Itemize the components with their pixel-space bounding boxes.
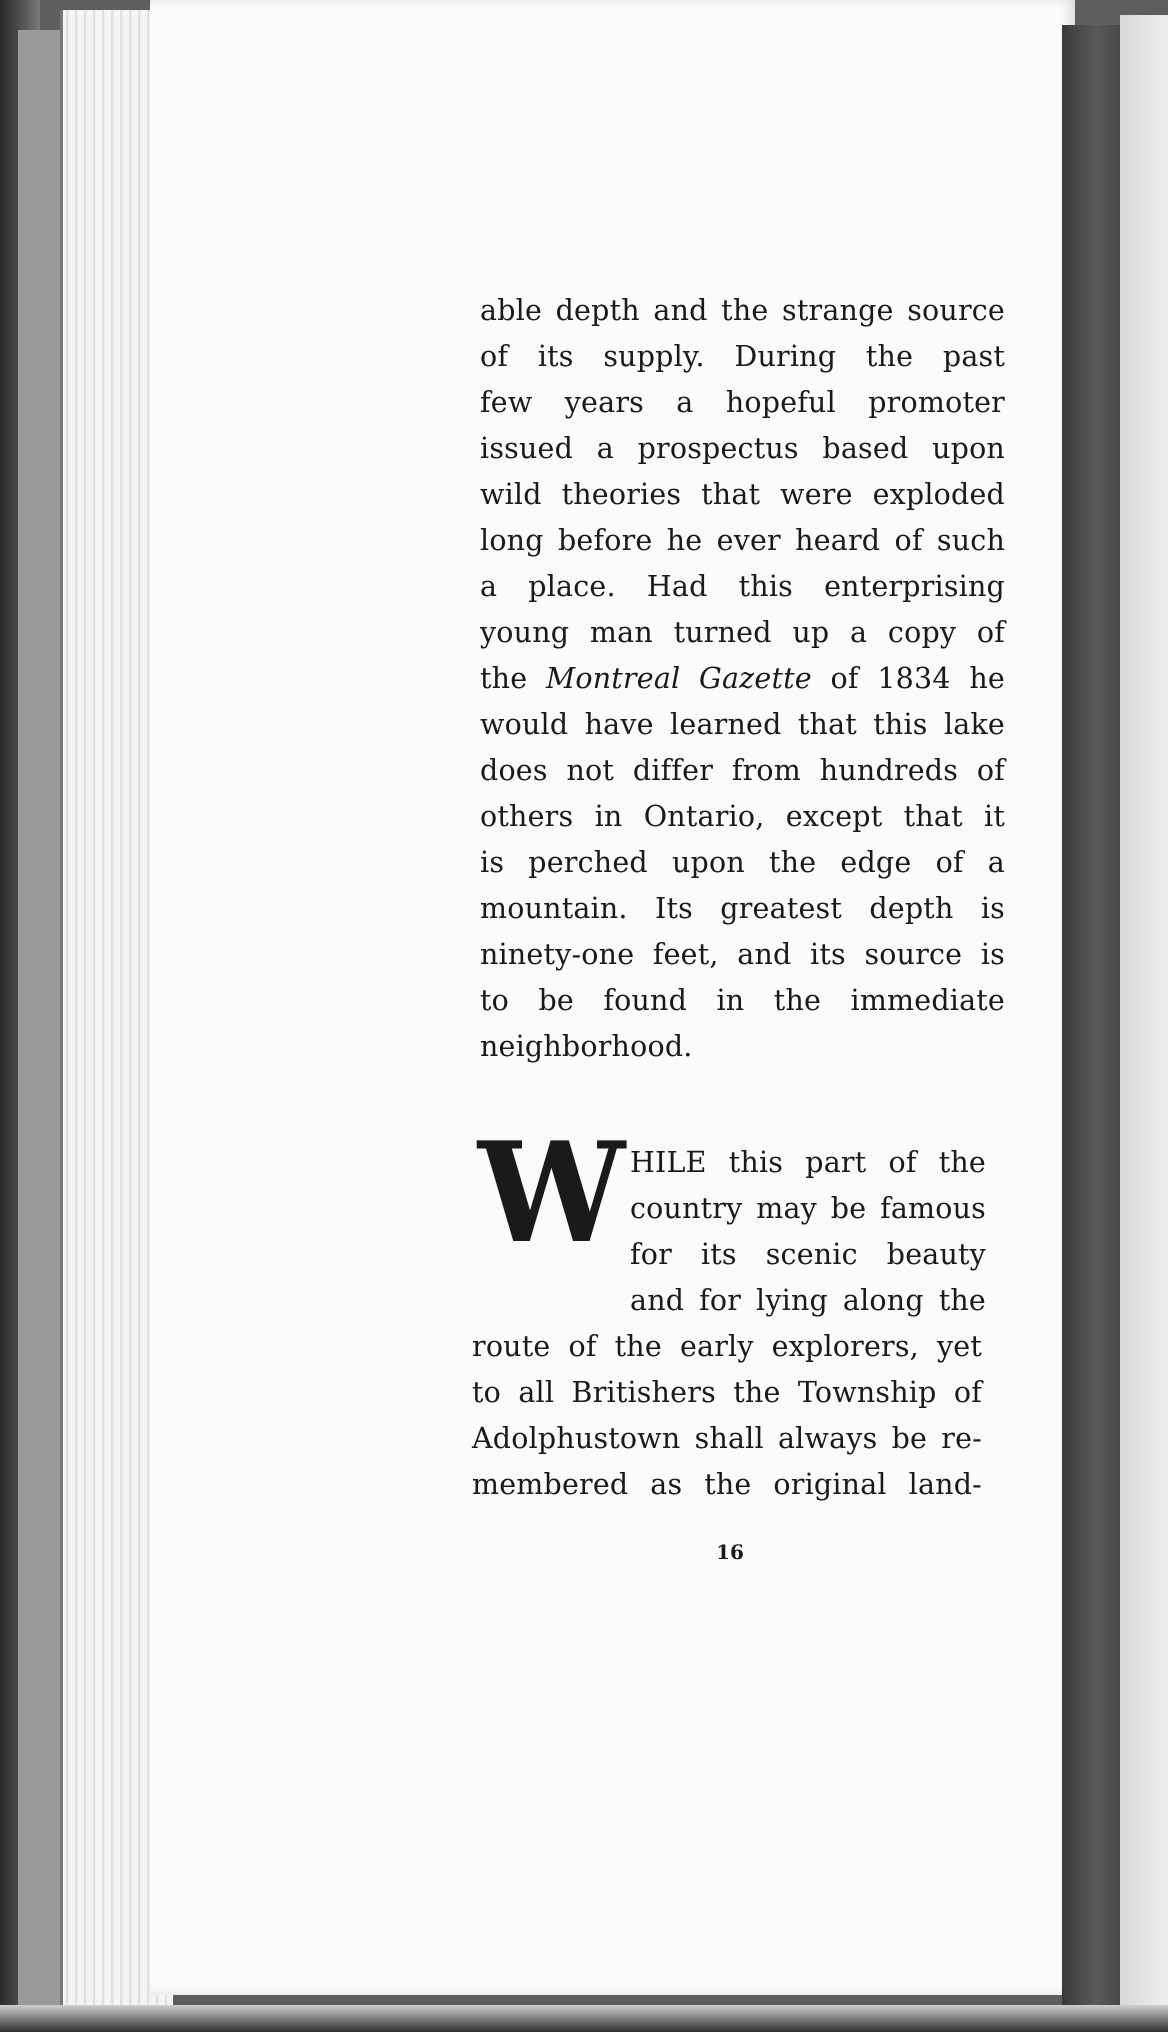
text-segment: the xyxy=(480,662,546,695)
text-line: HILE this part of the xyxy=(630,1146,986,1179)
text-line: membered as the original land- xyxy=(472,1468,982,1501)
gutter-shadow xyxy=(1062,25,1120,2005)
text-line: of its supply. During the past xyxy=(480,340,1005,373)
text-line: does not differ from hundreds of xyxy=(480,754,1005,787)
text-line: long before he ever heard of such xyxy=(480,524,1005,557)
text-line: able depth and the strange source xyxy=(480,294,1005,327)
page-number: 16 xyxy=(716,1540,744,1564)
text-line: young man turned up a copy of xyxy=(480,616,1005,649)
text-line: would have learned that this lake xyxy=(480,708,1005,741)
text-line: route of the early explorers, yet xyxy=(472,1330,982,1363)
text-line: wild theories that were exploded xyxy=(480,478,1005,511)
text-line: to all Britishers the Township of xyxy=(472,1376,982,1409)
text-line: and for lying along the xyxy=(630,1284,986,1317)
text-segment: of 1834 he xyxy=(811,662,1005,695)
facing-page-edge xyxy=(1120,15,1168,2015)
italic-title: Montreal Gazette xyxy=(545,662,812,695)
text-line-gazette xyxy=(480,656,1005,702)
text-line: neighborhood. xyxy=(480,1030,693,1063)
text-line: for its scenic beauty xyxy=(630,1238,986,1271)
text-line: to be found in the immediate xyxy=(480,984,1005,1017)
text-line: a place. Had this enterprising xyxy=(480,570,1005,603)
text-line: others in Ontario, except that it xyxy=(480,800,1005,833)
text-line: is perched upon the edge of a xyxy=(480,846,1005,879)
text-line: issued a prospectus based upon xyxy=(480,432,1005,465)
text-line: few years a hopeful promoter xyxy=(480,386,1005,419)
text-line: Adolphustown shall always be re- xyxy=(472,1422,982,1455)
bottom-edge xyxy=(0,2005,1168,2032)
text-line: country may be famous xyxy=(630,1192,986,1225)
text-line: ninety-one feet, and its source is xyxy=(480,938,1005,971)
text-line: mountain. Its greatest depth is xyxy=(480,892,1005,925)
drop-cap: W xyxy=(477,1111,626,1274)
